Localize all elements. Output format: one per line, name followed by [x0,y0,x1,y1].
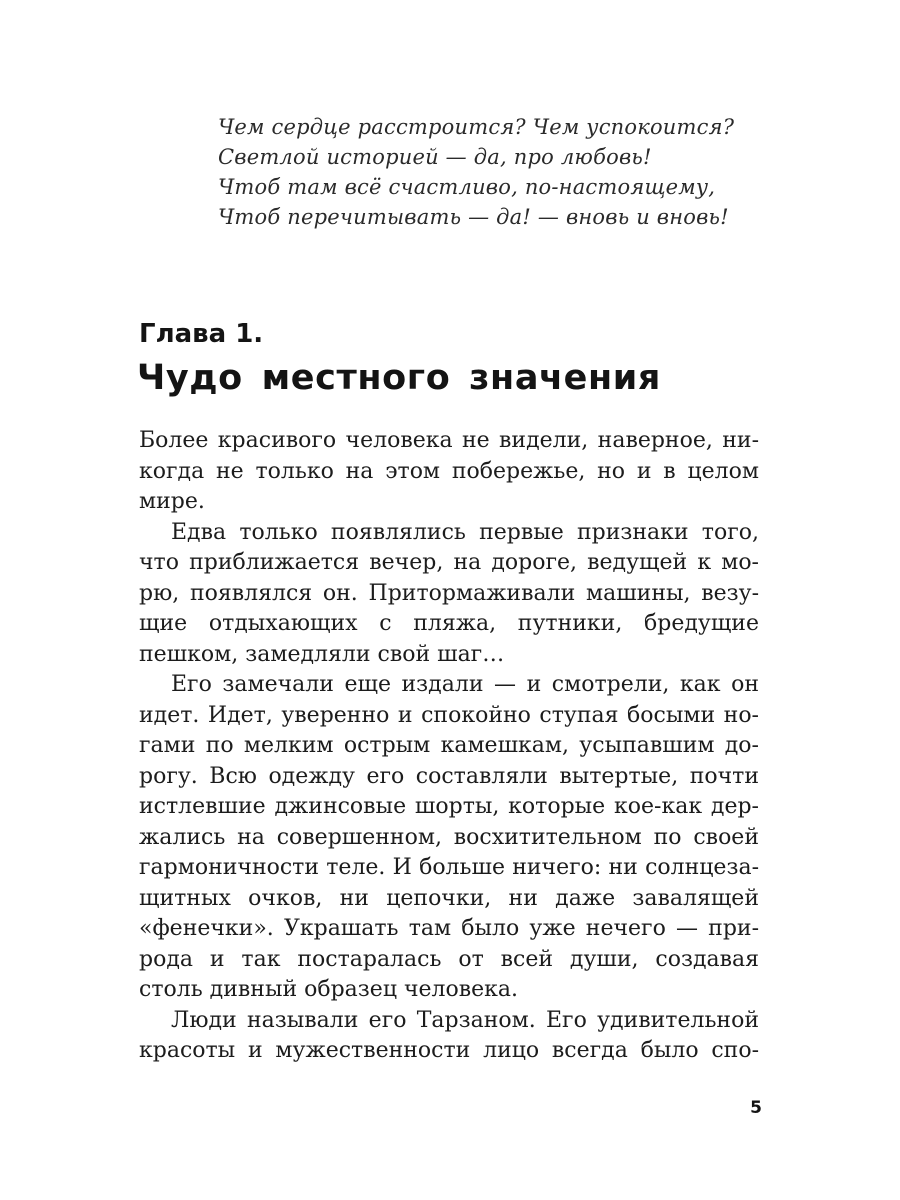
epigraph [218,112,778,232]
chapter-title: Чудо местного значения [137,358,662,398]
body-line: что приближается вечер, на дороге, ведущей к мо- [139,550,759,575]
body-line: Более красивого человека не видели, наверное, ни- [139,428,759,453]
body-line: Его замечали еще издали — и смотрели, как он [171,672,759,697]
body-line: мире. [139,489,205,514]
page-number: 5 [750,1098,762,1118]
body-line: рода и так постаралась от всей души, создавая [139,946,759,972]
epigraph-line: Чтоб там всё счастливо, по-настоящему, [218,175,716,199]
body-line: щитных очков, ни цепочки, ни даже завалящей [139,885,759,911]
body-line: пешком, замедляли свой шаг… [139,641,505,667]
chapter-body [139,426,759,1067]
body-line: щие отдыхающих с пляжа, путники, бредущие [139,611,759,636]
body-line: когда не только на этом побережье, но и в целом [139,458,759,484]
epigraph-line: Чем сердце расстроится? Чем успокоится? [218,115,735,139]
body-line: гами по мелким острым камешкам, усыпавшим до- [139,733,759,758]
body-line: Едва только появлялись первые признаки того, [171,519,759,545]
epigraph-line: Чтоб перечитывать — да! — вновь и вновь! [218,205,729,229]
body-line: гармоничности теле. И больше ничего: ни солнцеза- [139,855,759,880]
body-line: истлевшие джинсовые шорты, которые кое-как дер- [139,794,759,819]
epigraph-line: Светлой историей — да, про любовь! [218,145,652,169]
body-line: «фенечки». Украшать там было уже нечего — при- [139,916,759,941]
body-line: столь дивный образец человека. [139,977,519,1002]
body-line: Люди называли его Тарзаном. Его удивительной [171,1007,759,1033]
body-line: красоты и мужественности лицо всегда было спо- [139,1038,759,1063]
body-line: идет. Идет, уверенно и спокойно ступая босыми но- [139,702,759,728]
body-line: рю, появлялся он. Притормаживали машины, везу- [139,580,759,606]
body-line: жались на совершенном, восхитительном по своей [139,824,759,850]
chapter-label: Глава 1. [139,319,264,349]
body-line: рогу. Всю одежду его составляли вытертые, почти [139,763,759,789]
